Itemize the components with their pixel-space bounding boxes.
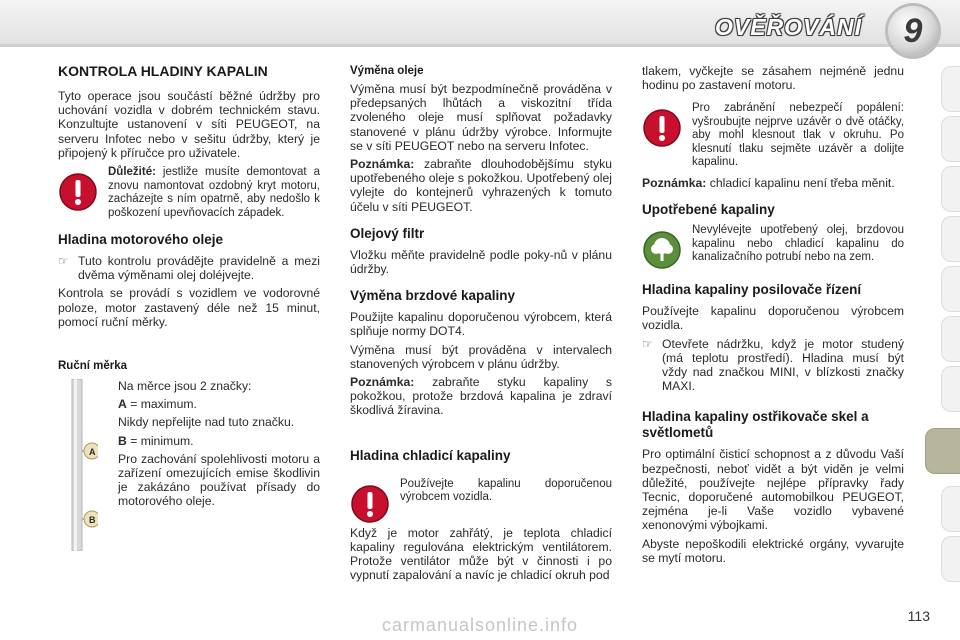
coolant-heading: Hladina chladicí kapaliny [350, 447, 511, 463]
coolant-continued: tlakem, vyčkejte se zásahem nejméně jednu hodinu po zastavení motoru. [642, 64, 904, 93]
oil-filter-text: Vložku měňte pravidelně podle poky-nů v plánu údržby. [350, 247, 612, 277]
brake-fluid-heading: Výměna brzdové kapaliny [350, 288, 516, 304]
chapter-tab-active[interactable] [925, 428, 960, 474]
note-label: Poznámka: [350, 375, 415, 390]
coolant-text-2: Když je motor zahřátý, je teplota chladicí kapaliny regulována elektrickým ventilátorem. Protože ventilátor může být v činnosti i po vypnutí zapalování a navíc je chladicí okruh pod [350, 525, 612, 583]
chapter-number-badge: 9 [888, 6, 938, 56]
oil-change-text: Výměna musí být bezpodmínečně prováděna v předepsaných lhůtách a viskozitní třída zvoleného oleje musí splňovat požadavky stanovené v plánu údržby výrobce. Informujte se v síti PEUGEOT nebo na serveru Infotec. [350, 82, 612, 153]
column-2 [350, 64, 612, 586]
coolant-notice [350, 478, 612, 524]
mark-b-label: B [118, 433, 127, 448]
brake-fluid-note [350, 375, 612, 418]
steering-fluid-heading: Hladina kapaliny posilovače řízení [642, 282, 862, 298]
chapter-tab[interactable] [941, 486, 960, 532]
section-title: KONTROLA HLADINY KAPALIN [58, 63, 268, 79]
coolant-text-1: Používejte kapalinu doporučenou výrobcem vozidla. [400, 477, 612, 504]
important-notice [58, 166, 320, 220]
chapter-tabs [938, 66, 960, 626]
oil-change-note-text: zabraňte dlouhodobějšímu styku upotřebeného oleje s pokožkou. Upotřebený olej vylejte do kontejnerů vyhrazených k tomuto účelu v síti PEUGEOT. [350, 157, 612, 214]
chapter-tab[interactable] [941, 316, 960, 362]
oil-filter-heading: Olejový filtr [350, 225, 425, 241]
chapter-tab[interactable] [941, 266, 960, 312]
watermark: carmanualsonline.info [381, 615, 579, 635]
used-fluids-text: Nevylévejte upotřebený olej, brzdovou kapalinu nebo chladicí kapalinu do kanalizačního potrubí nebo na zem. [692, 224, 904, 264]
oil-change-note [350, 157, 612, 214]
mark-a-text: = maximum. [126, 397, 197, 412]
exclamation-icon [350, 484, 390, 524]
coolant-burn-warning-text: Pro zabránění nebezpečí popálení: vyšroubujte nejprve uzávěr o dvě otáčky, aby mohl klesnout tlak v okruhu. Po klesnutí tlaku sejměte uzávěr a dolijte kapalinu. [692, 102, 904, 169]
header-divider [0, 44, 960, 47]
steering-fluid-bullet [642, 337, 904, 398]
washer-fluid-text-1: Pro optimální čisticí schopnost a z důvodu Vaší bezpečnosti, neboť vidět a být viděn je velmi důležité, používejte nejlépe přípravky řady Tecnic, doporučené automobilkou PEUGEOT, zejména je-li Vaše vozidlo vybavené xenonovými výbojkami. [642, 447, 904, 533]
oil-change-heading: Výměna oleje [350, 65, 424, 77]
dipstick-illustration [58, 379, 98, 551]
hand-pointer-icon: ☞ [58, 254, 69, 269]
important-body: jestliže musíte demontovat a znovu namontovat ozdobný kryt motoru, zacházejte s ním opatrně, aby nedošlo k poškození upevňovacích západek. [108, 166, 320, 219]
dipstick-section [58, 379, 320, 551]
mark-a-label: A [118, 397, 127, 412]
chapter-tab[interactable] [941, 536, 960, 582]
column-1 [58, 64, 320, 551]
brake-fluid-text-2: Výměna musí být prováděna v intervalech stanovených výrobcem v plánu údržby. [350, 342, 612, 371]
intro-paragraph: Tyto operace jsou součástí běžné údržby pro uchování vozidla v dobrém technickém stavu. Konzultujte ustanovení v síti PEUGEOT, na serveru Infotec nebo v sešitu údržby, který je připojený k příručce pro uživatele. [58, 89, 320, 160]
exclamation-icon [58, 172, 98, 212]
engine-oil-heading: Hladina motorového oleje [58, 232, 224, 248]
chapter-tab[interactable] [941, 116, 960, 162]
chapter-tab[interactable] [941, 216, 960, 262]
coolant-burn-warning [642, 102, 904, 170]
dipstick-note: Pro zachování spolehlivosti motoru a zařízení omezujících emise škodlivin je zakázáno používat přísady do motorového oleje. [118, 451, 320, 509]
chapter-tab[interactable] [941, 66, 960, 112]
engine-oil-text: Kontrola se provádí s vozidlem ve vodorovné poloze, motor zastavený déle než 15 minut, pomocí ruční měrky. [58, 286, 320, 329]
used-fluids-heading: Upotřebené kapaliny [642, 202, 775, 218]
used-fluids-notice [642, 224, 904, 270]
mark-b-line [118, 434, 320, 448]
steering-fluid-text: Používejte kapalinu doporučenou výrobcem vozidla. [642, 304, 904, 333]
dipstick-mark-b-label: B [89, 515, 96, 526]
engine-oil-bullet [58, 254, 320, 286]
dipstick-mark-a-label: A [89, 447, 96, 458]
exclamation-icon [642, 108, 682, 148]
washer-fluid-heading: Hladina kapaliny ostřikovače skel a světlometů [642, 409, 869, 441]
dipstick-text [118, 379, 320, 551]
page-number: 113 [907, 608, 930, 624]
important-text [108, 166, 320, 220]
tree-icon [642, 230, 682, 270]
hand-pointer-icon: ☞ [642, 336, 653, 351]
note-label: Poznámka: [642, 175, 707, 190]
dipstick-heading: Ruční měrka [58, 360, 128, 373]
important-label: Důležité: [108, 166, 156, 179]
mark-b-text: = minimum. [126, 433, 194, 448]
note-label: Poznámka: [350, 157, 415, 172]
chapter-tab[interactable] [941, 166, 960, 212]
coolant-notice-text [400, 478, 612, 524]
engine-oil-bullet-text: Tuto kontrolu provádějte pravidelně a mezi dvěma výměnami olej doléjvejte. [78, 254, 320, 283]
dipstick-intro: Na měrce jsou 2 značky: [118, 379, 252, 394]
mark-a-line [118, 397, 320, 411]
washer-fluid-text-2: Abyste nepoškodili elektrické orgány, vyvarujte se mytí motoru. [642, 536, 904, 565]
chapter-title: OVĚŘOVÁNÍ [714, 14, 862, 40]
brake-fluid-note-text: zabraňte styku kapaliny s pokožkou, protože brzdová kapalina je zdraví škodlivá žíravina. [350, 375, 613, 418]
mark-a-note: Nikdy nepřelijte nad tuto značku. [118, 415, 295, 430]
coolant-note-text: chladicí kapalinu není třeba měnit. [709, 175, 895, 190]
chapter-tab[interactable] [941, 366, 960, 412]
brake-fluid-text-1: Použijte kapalinu doporučenou výrobcem, která splňuje normy DOT4. [350, 310, 612, 339]
column-3 [642, 64, 904, 569]
coolant-note [642, 176, 904, 190]
steering-fluid-bullet-text: Otevřete nádržku, když je motor studený (má teplotu prostředí). Hladina musí být vždy nad značkou MINI, v blízkosti značky MAXI. [662, 336, 904, 394]
